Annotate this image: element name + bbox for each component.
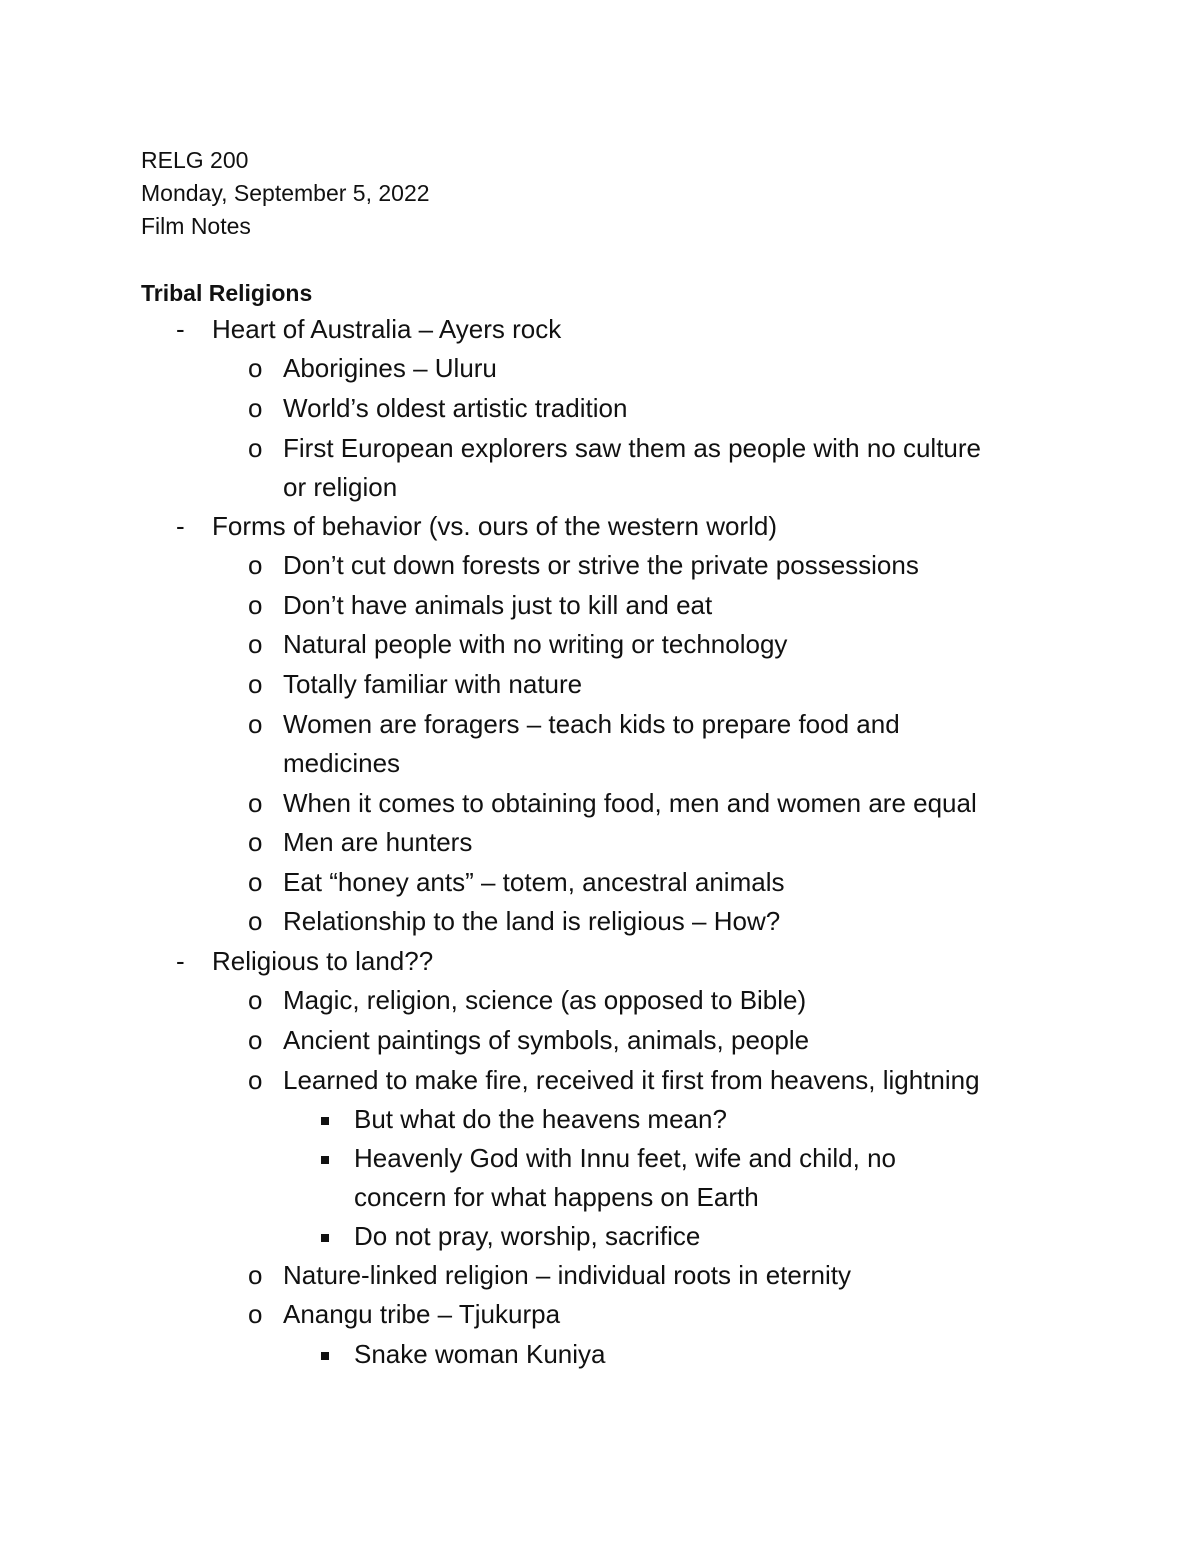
list-item: Totally familiar with nature [283, 669, 583, 699]
list-item-continuation: medicines [283, 748, 401, 778]
circle-bullet: o [248, 393, 263, 423]
list-item: Heart of Australia – Ayers rock [212, 314, 562, 344]
square-bullet-icon [321, 1352, 329, 1360]
list-item: When it comes to obtaining food, men and women are equal [283, 788, 977, 818]
circle-bullet: o [248, 353, 263, 383]
circle-bullet: o [248, 1299, 263, 1329]
circle-bullet: o [248, 906, 263, 936]
square-bullet-icon [321, 1117, 329, 1125]
circle-bullet: o [248, 1025, 263, 1055]
list-item: Don’t have animals just to kill and eat [283, 590, 713, 620]
circle-bullet: o [248, 590, 263, 620]
circle-bullet: o [248, 985, 263, 1015]
list-item: But what do the heavens mean? [354, 1104, 727, 1134]
circle-bullet: o [248, 788, 263, 818]
circle-bullet: o [248, 709, 263, 739]
course-code: RELG 200 [141, 147, 249, 173]
list-item: Forms of behavior (vs. ours of the western world) [212, 511, 777, 541]
section-title: Tribal Religions [141, 280, 313, 306]
list-item: Magic, religion, science (as opposed to Bible) [283, 985, 807, 1015]
square-bullet-icon [321, 1234, 329, 1242]
list-item: Heavenly God with Innu feet, wife and child, no [354, 1143, 896, 1173]
circle-bullet: o [248, 629, 263, 659]
dash-bullet: - [176, 946, 185, 976]
circle-bullet: o [248, 827, 263, 857]
dash-bullet: - [176, 511, 185, 541]
list-item: Natural people with no writing or technology [283, 629, 788, 659]
list-item: World’s oldest artistic tradition [283, 393, 628, 423]
list-item: Eat “honey ants” – totem, ancestral animals [283, 867, 785, 897]
list-item: Men are hunters [283, 827, 473, 857]
list-item: Aborigines – Uluru [283, 353, 497, 383]
list-item-continuation: concern for what happens on Earth [354, 1182, 759, 1212]
square-bullet-icon [321, 1156, 329, 1164]
circle-bullet: o [248, 1065, 263, 1095]
list-item: First European explorers saw them as people with no culture [283, 433, 982, 463]
list-item: Don’t cut down forests or strive the private possessions [283, 550, 919, 580]
list-item-continuation: or religion [283, 472, 398, 502]
circle-bullet: o [248, 867, 263, 897]
list-item: Learned to make fire, received it first from heavens, lightning [283, 1065, 980, 1095]
circle-bullet: o [248, 669, 263, 699]
list-item: Religious to land?? [212, 946, 434, 976]
list-item: Nature-linked religion – individual roots in eternity [283, 1260, 851, 1290]
list-item: Women are foragers – teach kids to prepare food and [283, 709, 900, 739]
dash-bullet: - [176, 314, 185, 344]
circle-bullet: o [248, 433, 263, 463]
date-line: Monday, September 5, 2022 [141, 180, 430, 206]
list-item: Snake woman Kuniya [354, 1339, 606, 1369]
notes-type: Film Notes [141, 213, 251, 239]
list-item: Ancient paintings of symbols, animals, people [283, 1025, 810, 1055]
circle-bullet: o [248, 1260, 263, 1290]
circle-bullet: o [248, 550, 263, 580]
list-item: Relationship to the land is religious – How? [283, 906, 781, 936]
list-item: Anangu tribe – Tjukurpa [283, 1299, 561, 1329]
list-item: Do not pray, worship, sacrifice [354, 1221, 701, 1251]
